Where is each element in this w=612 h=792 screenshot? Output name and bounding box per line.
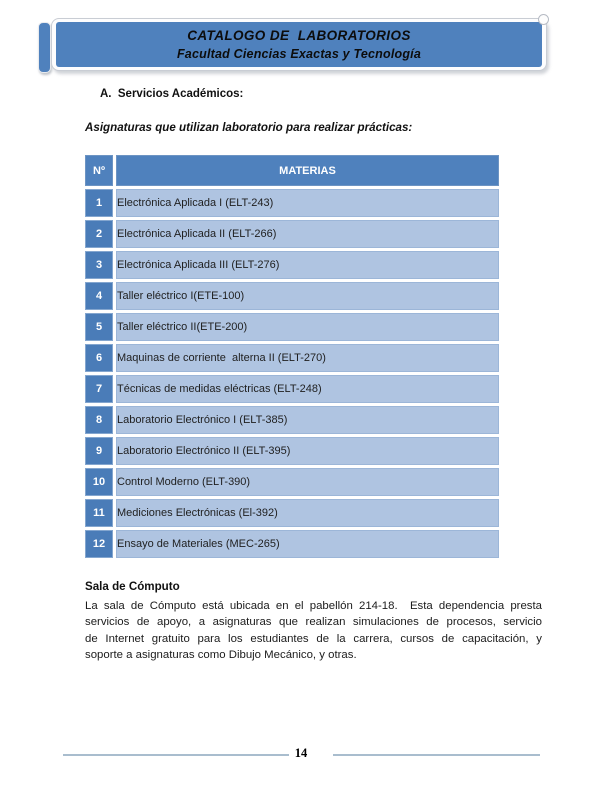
materia-cell: Laboratorio Electrónico I (ELT-385): [116, 406, 499, 434]
title-banner: [38, 12, 550, 72]
row-number-cell: 9: [85, 437, 113, 465]
paragraph-line: soporte a asignaturas como Dibujo Mecánico, y otras.: [85, 649, 357, 662]
row-number-cell: 4: [85, 282, 113, 310]
paragraph-line: servicios de apoyo, a asignaturas que realizan simulaciones de procesos, servicio: [85, 616, 542, 629]
materia-cell: Mediciones Electrónicas (El-392): [116, 499, 499, 527]
materia-cell: Electrónica Aplicada I (ELT-243): [116, 189, 499, 217]
table-row: [85, 499, 499, 527]
table-row: [85, 220, 499, 248]
table-header-row: [85, 155, 499, 186]
row-number-cell: 1: [85, 189, 113, 217]
row-number-cell: 5: [85, 313, 113, 341]
table-row: [85, 375, 499, 403]
materia-cell: Ensayo de Materiales (MEC-265): [116, 530, 499, 558]
table-row: [85, 406, 499, 434]
row-number-cell: 11: [85, 499, 113, 527]
materia-cell: Electrónica Aplicada III (ELT-276): [116, 251, 499, 279]
page-number: 14: [294, 746, 308, 760]
header-cell-materias: MATERIAS: [116, 155, 499, 186]
banner-left-ornament: [38, 22, 51, 73]
materia-cell: Electrónica Aplicada II (ELT-266): [116, 220, 499, 248]
document-title: CATALOGO DE LABORATORIOS: [187, 28, 411, 43]
row-number-cell: 2: [85, 220, 113, 248]
materia-cell: Taller eléctrico I(ETE-100): [116, 282, 499, 310]
row-number-cell: 8: [85, 406, 113, 434]
banner-frame: [51, 18, 547, 71]
materia-cell: Laboratorio Electrónico II (ELT-395): [116, 437, 499, 465]
row-number-cell: 6: [85, 344, 113, 372]
table-row: [85, 468, 499, 496]
materia-cell: Técnicas de medidas eléctricas (ELT-248): [116, 375, 499, 403]
banner-body: [56, 22, 542, 67]
materias-table: [82, 152, 502, 561]
footer-rule-right: [333, 754, 540, 756]
table-caption: Asignaturas que utilizan laboratorio para realizar prácticas:: [85, 121, 413, 134]
table-row: [85, 344, 499, 372]
table-row: [85, 189, 499, 217]
table-row: [85, 530, 499, 558]
table-row: [85, 282, 499, 310]
paragraph-line: La sala de Cómputo está ubicada en el pabellón 214-18. Esta dependencia presta: [85, 600, 542, 612]
header-cell-numero: Nº: [85, 155, 113, 186]
row-number-cell: 7: [85, 375, 113, 403]
table-row: [85, 251, 499, 279]
sala-computo-heading: Sala de Cómputo: [85, 580, 180, 593]
table-row: [85, 313, 499, 341]
sala-computo-paragraph: [85, 598, 542, 664]
table-row: [85, 437, 499, 465]
materia-cell: Maquinas de corriente alterna II (ELT-270): [116, 344, 499, 372]
banner-corner-ornament: [538, 14, 549, 25]
row-number-cell: 10: [85, 468, 113, 496]
document-subtitle: Facultad Ciencias Exactas y Tecnología: [176, 47, 422, 61]
row-number-cell: 3: [85, 251, 113, 279]
section-heading: A. Servicios Académicos:: [100, 88, 244, 100]
footer-rule-left: [63, 754, 289, 756]
materia-cell: Taller eléctrico II(ETE-200): [116, 313, 499, 341]
materia-cell: Control Moderno (ELT-390): [116, 468, 499, 496]
row-number-cell: 12: [85, 530, 113, 558]
paragraph-line: de Internet gratuito para los estudiantes de la carrera, cursos de capacitación, y: [85, 632, 542, 645]
